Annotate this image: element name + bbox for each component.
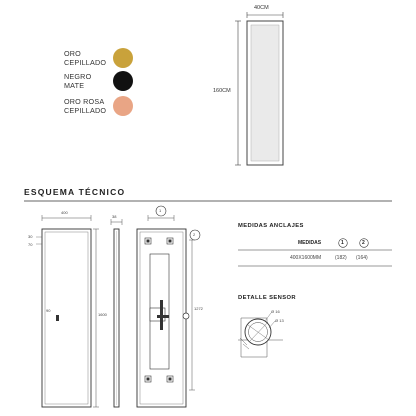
anchors-title: MEDIDAS ANCLAJES xyxy=(238,223,304,229)
back-sensor xyxy=(183,313,189,319)
finish-label: ORO ROSA CEPILLADO xyxy=(64,97,107,115)
anchors-header-1: 1 xyxy=(341,240,344,246)
front-frame xyxy=(42,229,91,407)
front-height-label: 1600 xyxy=(98,312,107,317)
back-height-label: 1272 xyxy=(194,306,203,311)
anchors-value-medidas: 400X1600MM xyxy=(290,255,322,261)
sensor-title: DETALLE SENSOR xyxy=(238,295,296,301)
anchors-header-2: 2 xyxy=(362,240,365,246)
marker-1-label: 1 xyxy=(159,208,162,213)
side-depth-label: 38 xyxy=(112,214,117,219)
sensor-diameter-b: Ø 13 xyxy=(275,318,284,323)
front-width-label: 400 xyxy=(61,210,68,215)
mirror-width-label: 40CM xyxy=(254,5,269,11)
anchors-value-2: (164) xyxy=(356,255,368,261)
anchors-header-medidas: MEDIDAS xyxy=(298,240,322,246)
mirror-height-label: 160CM xyxy=(213,88,231,94)
finish-label: NEGRO MATE xyxy=(64,72,92,90)
sensor-diameter-a: Ø 16 xyxy=(271,309,280,314)
anchors-value-1: (182) xyxy=(335,255,347,261)
back-view xyxy=(137,206,200,407)
finish-label: ORO CEPILLADO xyxy=(64,49,107,67)
front-offset-a-label: 30 xyxy=(28,234,33,239)
marker-2-label: 2 xyxy=(193,232,196,237)
section-title: ESQUEMA TÉCNICO xyxy=(24,187,126,197)
front-offset-b-label: 70 xyxy=(28,242,33,247)
front-sensor xyxy=(56,315,59,321)
side-view xyxy=(111,219,122,407)
front-sensor-offset-label: 90 xyxy=(46,308,51,313)
